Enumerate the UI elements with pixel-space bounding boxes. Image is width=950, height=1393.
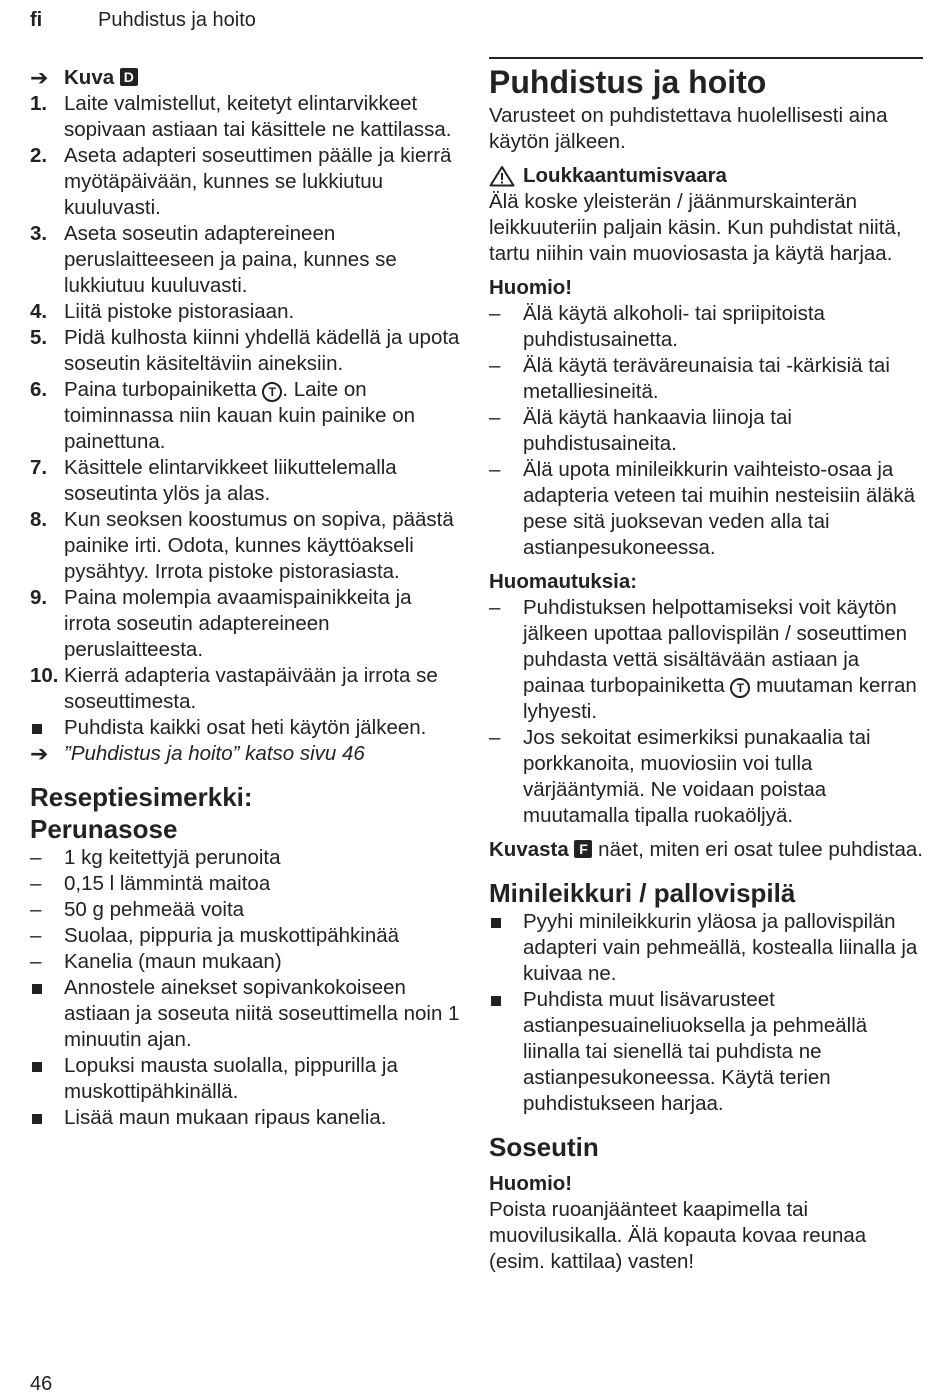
soseutin-note-heading: Huomio! xyxy=(489,1172,573,1195)
warning-title: Loukkaantumisvaara xyxy=(523,164,727,187)
figure-label: Kuva xyxy=(64,66,115,89)
figure-note-label: Kuvasta xyxy=(489,838,569,861)
warning-triangle-icon xyxy=(489,165,515,187)
step-text: Kierrä adapteria vastapäivään ja irrota se soseuttimesta. xyxy=(64,664,438,713)
remark-text: Puhdistuksen helpottamiseksi voit käytön jälkeen upottaa pallovispilän / soseuttimen puhdasta vettä sisältävään astiaan ja painaa turbopainiketta xyxy=(523,596,908,697)
step-number: 4. xyxy=(30,300,48,323)
intro-text: Varusteet on puhdistettava huolellisesti aina käytön jälkeen. xyxy=(489,104,888,153)
ingredient-item: – 0,15 l lämmintä maitoa xyxy=(30,871,460,897)
step-item xyxy=(30,585,460,663)
recipe-title-line-2: Perunasose xyxy=(30,814,178,844)
note-item: – Älä käytä alkoholi- tai spriipitoista puhdistusainetta. xyxy=(489,301,923,353)
step-item xyxy=(30,325,460,377)
arrow-right-icon: ➔ xyxy=(30,741,49,766)
step-text: Laite valmistellut, keitetyt elintarvikkeet sopivaan astiaan tai käsittele ne kattilassa. xyxy=(64,92,452,141)
cross-reference[interactable] xyxy=(30,741,460,767)
note-item: – Älä upota minileikkurin vaihteisto-osaa ja adapteria veteen tai muihin nesteisiin äläkä pese sitä juoksevan veden alla tai astianpesukoneessa. xyxy=(489,457,923,561)
remarks-list xyxy=(489,595,923,829)
page-number: 46 xyxy=(30,1373,53,1393)
note-heading: Huomio! xyxy=(489,276,573,299)
step-number: 9. xyxy=(30,586,48,609)
step-text: Liitä pistoke pistorasiaan. xyxy=(64,300,295,323)
list-item: Pyyhi minileikkurin yläosa ja pallovispilän adapteri vain pehmeällä, kostealla liinalla ja kuivaa ne. xyxy=(489,909,923,987)
remark-item: – Jos sekoitat esimerkiksi punakaalia tai porkkanoita, muoviosiin voi tulla värjääntymiä. Ne voidaan poistaa muutamalla tipalla ruokaöljyä. xyxy=(489,725,923,829)
remarks-heading: Huomautuksia: xyxy=(489,570,638,593)
page-header xyxy=(30,8,256,32)
step-text: Aseta soseutin adaptereineen peruslaitteeseen ja paina, kunnes se lukkiutuu kuuluvasti. xyxy=(64,222,397,297)
minileikkuri-list xyxy=(489,909,923,1117)
recipe-step: Lopuksi mausta suolalla, pippurilla ja muskottipähkinällä. xyxy=(30,1053,460,1105)
step-item xyxy=(30,507,460,585)
step-number: 6. xyxy=(30,378,48,401)
warning-text: Älä koske yleisterän / jäänmurskainterän leikkuuteriin paljain käsin. Kun puhdistat niitä, tartu niihin vain muoviosasta ja käytä harjaa. xyxy=(489,190,902,265)
left-column xyxy=(30,65,460,1131)
turbo-button-icon: T xyxy=(730,678,750,698)
step-number: 10. xyxy=(30,664,59,687)
step-number: 7. xyxy=(30,456,48,479)
step-item xyxy=(30,377,460,455)
step-text: Käsittele elintarvikkeet liikuttelemalla soseutinta ylös ja alas. xyxy=(64,456,397,505)
remark-text-cont: muutaman kerran lyhyesti. xyxy=(523,674,917,723)
list-item: Puhdista muut lisävarusteet astianpesuaineliuoksella ja pehmeällä liinalla tai sienellä tai puhdista ne astianpesukoneessa. Käytä terien puhdistukseen harjaa. xyxy=(489,987,923,1117)
step-item xyxy=(30,91,460,143)
ingredient-item: – Kanelia (maun mukaan) xyxy=(30,949,460,975)
figure-letter: D xyxy=(120,68,138,86)
step-text: Pidä kulhosta kiinni yhdellä kädellä ja upota soseutin käsiteltäviin aineksiin. xyxy=(64,326,460,375)
step-number: 3. xyxy=(30,222,48,245)
arrow-right-icon: ➔ xyxy=(30,65,49,90)
warning-heading xyxy=(489,163,923,189)
recipe-steps-list xyxy=(30,975,460,1131)
language-code: fi xyxy=(30,9,43,31)
recipe-heading xyxy=(30,781,460,845)
note-list xyxy=(489,301,923,561)
step-item xyxy=(30,221,460,299)
step-text: Kun seoksen koostumus on sopiva, päästä painike irti. Odota, kunnes käyttöakseli pysähtyy. Irrota pistoke pistorasiasta. xyxy=(64,508,454,583)
soseutin-heading: Soseutin xyxy=(489,1132,599,1162)
recipe-title-line-1: Reseptiesimerkki: xyxy=(30,782,253,812)
remark-item xyxy=(489,595,923,725)
figure-note-text: näet, miten eri osat tulee puhdistaa. xyxy=(598,838,923,861)
cleanup-list xyxy=(30,715,460,741)
soseutin-note-text: Poista ruoanjäänteet kaapimella tai muovilusikalla. Älä kopauta kovaa reunaa (esim. kattilaa) vasten! xyxy=(489,1198,867,1273)
ingredients-list xyxy=(30,845,460,975)
recipe-step: Lisää maun mukaan ripaus kanelia. xyxy=(30,1105,460,1131)
minileikkuri-heading: Minileikkuri / pallovispilä xyxy=(489,878,796,908)
figure-reference xyxy=(30,65,460,91)
header-title: Puhdistus ja hoito xyxy=(98,9,256,31)
right-column xyxy=(489,65,923,1275)
section-title: Puhdistus ja hoito xyxy=(489,64,767,100)
figure-note xyxy=(489,837,923,863)
list-item: Puhdista kaikki osat heti käytön jälkeen. xyxy=(30,715,460,741)
step-text: Paina turbopainiketta xyxy=(64,378,257,401)
step-number: 2. xyxy=(30,144,48,167)
recipe-step: Annostele ainekset sopivankokoiseen astiaan ja soseuta niitä soseuttimella noin 1 minuutin ajan. xyxy=(30,975,460,1053)
ingredient-item: – Suolaa, pippuria ja muskottipähkinää xyxy=(30,923,460,949)
steps-list xyxy=(30,91,460,715)
step-item xyxy=(30,455,460,507)
ingredient-item: – 1 kg keitettyjä perunoita xyxy=(30,845,460,871)
note-item: – Älä käytä teräväreunaisia tai -kärkisiä tai metalliesineitä. xyxy=(489,353,923,405)
ingredient-item: – 50 g pehmeää voita xyxy=(30,897,460,923)
note-item: – Älä käytä hankaavia liinoja tai puhdistusaineita. xyxy=(489,405,923,457)
cross-reference-text: ”Puhdistus ja hoito” katso sivu 46 xyxy=(64,742,365,765)
step-text: Aseta adapteri soseuttimen päälle ja kierrä myötäpäivään, kunnes se lukkiutuu kuuluvasti. xyxy=(64,144,452,219)
step-item xyxy=(30,299,460,325)
step-text: Paina molempia avaamispainikkeita ja irrota soseutin adaptereineen peruslaitteesta. xyxy=(64,586,412,661)
step-text-cont: . Laite on toiminnassa niin kauan kuin painike on painettuna. xyxy=(64,378,416,453)
figure-letter: F xyxy=(574,840,592,858)
step-number: 8. xyxy=(30,508,48,531)
step-number: 1. xyxy=(30,92,48,115)
step-item xyxy=(30,663,460,715)
step-number: 5. xyxy=(30,326,48,349)
turbo-button-icon: T xyxy=(262,382,282,402)
step-item xyxy=(30,143,460,221)
